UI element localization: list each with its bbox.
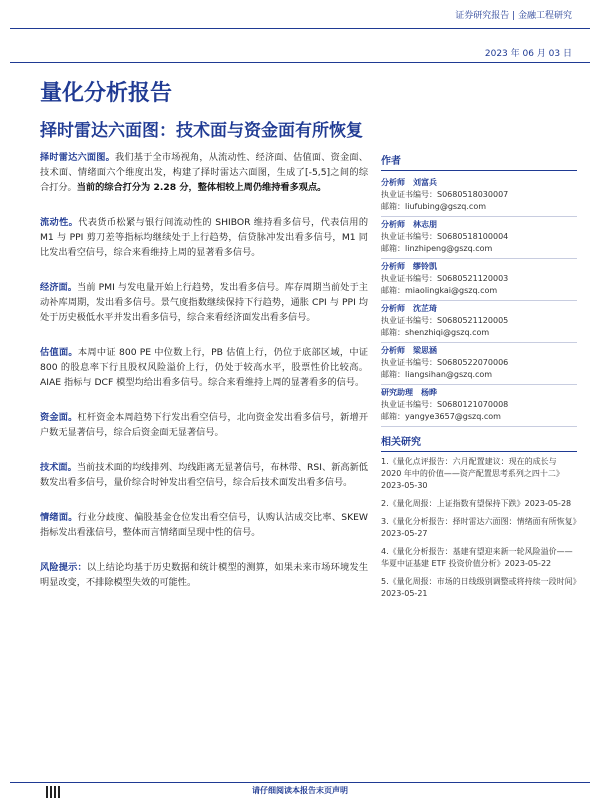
valuation-paragraph xyxy=(40,345,368,390)
email-label: 邮箱： xyxy=(381,286,405,295)
author-role: 分析师 xyxy=(381,220,405,229)
paragraph-text: 本周中证 800 PE 中位数上行，PB 估值上行，仍位于底部区域，中证 800 的股息率下行且股权风险溢价上行，仍处于较高水平，股票性价比较高。AIAE 指标与 DCF 模型均给出看多信号。综合来看维持上周的显著看多的信号。 xyxy=(40,347,369,388)
paragraph-text: 以上结论均基于历史数据和统计模型的测算，如果未来市场环境发生明显改变，不排除模型失效的可能性。 xyxy=(40,562,369,588)
header-divider-2 xyxy=(10,62,590,63)
author-email[interactable]: liufubing@gszq.com xyxy=(405,202,487,211)
author-card xyxy=(381,301,577,343)
author-role: 研究助理 xyxy=(381,388,413,397)
cert-label: 执业证书编号： xyxy=(381,190,437,199)
cert-label: 执业证书编号： xyxy=(381,232,437,241)
paragraph-text: 行业分歧度、偏股基金仓位发出看空信号，认购认沽成交比率、SKEW 指标发出看涨信号，整体而言情绪面呈现中性的信号。 xyxy=(40,512,368,538)
paragraph-label: 技术面。 xyxy=(40,462,77,473)
paragraph-text: 我们基于全市场视角，从流动性、经济面、估值面、资金面、技术面、情绪面六个维度出发，构建了择时雷达六面图，生成了[-5,5]之间的综合打分。 xyxy=(40,152,368,193)
authors-heading: 作者 xyxy=(381,150,577,171)
cert-number: S0680521120003 xyxy=(437,274,509,283)
cert-number: S0680521120005 xyxy=(437,316,509,325)
author-email[interactable]: shenzhiqi@gszq.com xyxy=(405,328,490,337)
liquidity-paragraph xyxy=(40,215,368,260)
paragraph-text: 当前技术面的均线排列、均线距离无显著信号，布林带、RSI、新高新低数发出看多信号，量价综合时钟发出看空信号，综合后技术面发出看多信号。 xyxy=(40,462,368,488)
related-report-link[interactable]: 1.《量化点评报告：六月配置建议：现在的成长与 2020 年中的价值——资产配置思考系列之四十二》2023-05-30 xyxy=(381,457,564,490)
report-title: 择时雷达六面图：技术面与资金面有所恢复 xyxy=(40,121,363,141)
related-report-link[interactable]: 4.《量化分析报告：基建有望迎来新一轮风险溢价——华夏中证基建 ETF 投资价值分析》2023-05-22 xyxy=(381,547,573,568)
related-research-heading: 相关研究 xyxy=(381,431,577,452)
author-email[interactable]: liangsihan@gszq.com xyxy=(405,370,493,379)
paragraph-highlight: 当前的综合打分为 2.28 分，整体相较上周仍维持看多观点。 xyxy=(76,182,327,193)
report-category: 证券研究报告 | 金融工程研究 xyxy=(455,11,572,21)
author-name: 沈芷琦 xyxy=(413,304,437,313)
cert-number: S0680518100004 xyxy=(437,232,509,241)
author-email[interactable]: miaolingkai@gszq.com xyxy=(405,286,498,295)
paragraph-label: 情绪面。 xyxy=(40,512,78,523)
economy-paragraph xyxy=(40,280,368,325)
email-label: 邮箱： xyxy=(381,328,405,337)
author-name: 缪铃凯 xyxy=(413,262,437,271)
risk-paragraph xyxy=(40,560,368,590)
author-card xyxy=(381,259,577,301)
email-label: 邮箱： xyxy=(381,202,405,211)
paragraph-label: 经济面。 xyxy=(40,282,78,293)
paragraph-label: 流动性。 xyxy=(40,217,79,228)
author-email[interactable]: yangye3657@gszq.com xyxy=(405,412,501,421)
cert-label: 执业证书编号： xyxy=(381,400,437,409)
email-label: 邮箱： xyxy=(381,370,405,379)
author-card xyxy=(381,343,577,385)
report-date: 2023 年 06 月 03 日 xyxy=(484,49,572,59)
author-name: 梁思涵 xyxy=(413,346,437,355)
related-report-link[interactable]: 3.《量化分析报告：择时雷达六面图：情绪面有所恢复》2023-05-27 xyxy=(381,517,577,538)
author-role: 分析师 xyxy=(381,178,405,187)
paragraph-text: 代表货币松紧与银行间流动性的 SHIBOR 维持看多信号，代表信用的 M1 与 PPI 剪刀差等指标均继续处于上行趋势，信贷脉冲发出看多信号，M1 同比发出看空信号，综合来看维持上周的显著看多信号。 xyxy=(40,217,369,258)
paragraph-label: 估值面。 xyxy=(40,347,78,358)
author-name: 林志朋 xyxy=(413,220,437,229)
author-card xyxy=(381,175,577,217)
cert-label: 执业证书编号： xyxy=(381,358,437,367)
header-divider xyxy=(10,28,590,29)
footer-disclaimer: 请仔细阅读本报告末页声明 xyxy=(252,786,348,795)
author-role: 分析师 xyxy=(381,346,405,355)
technical-paragraph xyxy=(40,460,368,490)
author-card xyxy=(381,385,577,427)
cert-number: S0680518030007 xyxy=(437,190,509,199)
cert-number: S0680121070008 xyxy=(437,400,509,409)
cert-label: 执业证书编号： xyxy=(381,316,437,325)
paragraph-label: 风险提示： xyxy=(40,562,87,573)
author-role: 分析师 xyxy=(381,304,405,313)
sentiment-paragraph xyxy=(40,510,368,540)
related-report-link[interactable]: 2.《量化周报：上证指数有望保持下跌》2023-05-28 xyxy=(381,499,572,508)
paragraph-label: 择时雷达六面图。 xyxy=(40,152,116,163)
author-role: 分析师 xyxy=(381,262,405,271)
email-label: 邮箱： xyxy=(381,412,405,421)
cert-label: 执业证书编号： xyxy=(381,274,437,283)
related-report-link[interactable]: 5.《量化周报：市场的日线级别调整或将持续一段时间》2023-05-21 xyxy=(381,577,577,598)
cert-number: S0680522070006 xyxy=(437,358,509,367)
report-type-heading: 量化分析报告 xyxy=(40,81,173,106)
author-email[interactable]: linzhipeng@gszq.com xyxy=(405,244,493,253)
paragraph-text: 杠杆资金本周趋势下行发出看空信号，北向资金发出看多信号，新增开户数无显著信号，综合后资金面无显著信号。 xyxy=(40,412,369,438)
summary-paragraph xyxy=(40,150,368,195)
author-name: 刘富兵 xyxy=(413,178,437,187)
paragraph-label: 资金面。 xyxy=(40,412,78,423)
author-card xyxy=(381,217,577,259)
email-label: 邮箱： xyxy=(381,244,405,253)
main-content xyxy=(40,150,368,610)
author-name: 杨晔 xyxy=(421,388,437,397)
footer-divider xyxy=(10,782,590,783)
sidebar xyxy=(381,150,577,606)
paragraph-text: 当前 PMI 与发电量开始上行趋势，发出看多信号。库存周期当前处于主动补库周期，发出看多信号。景气度指数继续保持下行趋势，通胀 CPI 与 PPI 均处于历史极低水平并发出看多信号，综合来看经济面发出看多信号。 xyxy=(40,282,368,323)
funding-paragraph xyxy=(40,410,368,440)
